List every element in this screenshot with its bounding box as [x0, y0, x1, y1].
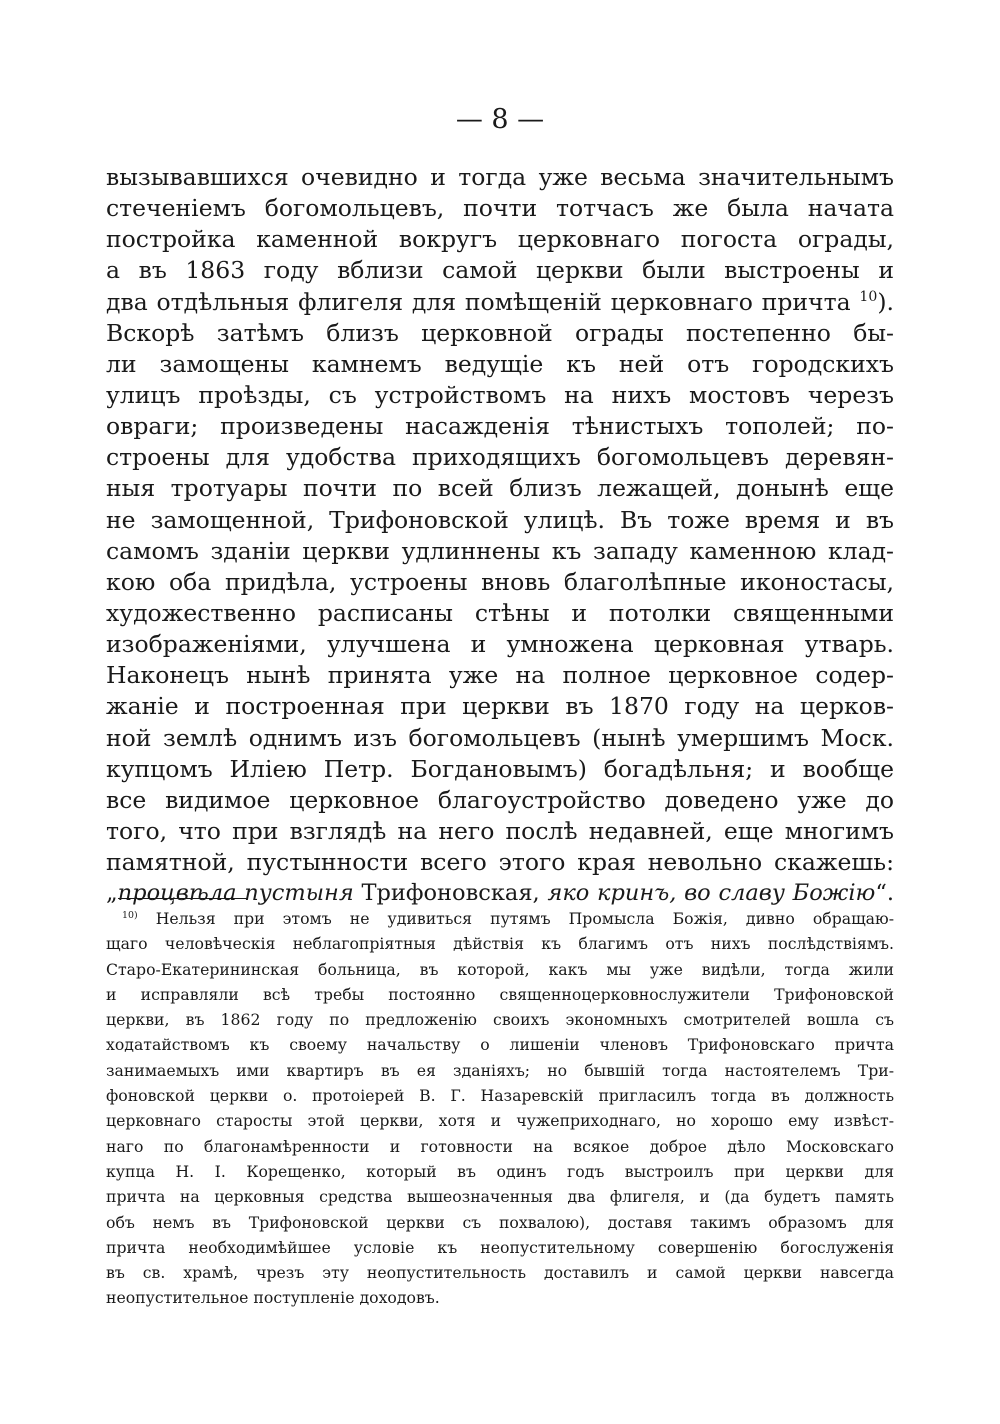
footnote-line: ходатайствомъ къ своему начальству о лишеніи членовъ Трифоновскаго причта [106, 1035, 894, 1055]
footnote-reference-close: ). [877, 287, 894, 316]
text-line: ныя тротуары почти по всей близъ лежащей, донынѣ еще [106, 474, 894, 503]
text-line: все видимое церковное благоустройство доведено уже до [106, 785, 894, 814]
quote-italic-1: процвѣла пустыня [117, 880, 354, 907]
closing-quote-line [106, 878, 894, 909]
main-text [106, 162, 894, 909]
text-line: памятной, пустынности всего этого края невольно скажешь: [106, 848, 894, 877]
footnote-line: Старо-Екатерининская больница, въ которой, какъ мы уже видѣли, тогда жили [106, 959, 894, 979]
quote-italic-2: яко кринъ, во славу Божію [547, 880, 876, 907]
text-line: Вскорѣ затѣмъ близъ церковной ограды постепенно бы- [106, 318, 894, 347]
footnote-divider [118, 898, 248, 899]
text-line: овраги; произведены насажденія тѣнистыхъ тополей; по- [106, 412, 894, 441]
quote-plain: Трифоновская, [353, 880, 548, 907]
page-number: — 8 — [455, 104, 545, 135]
footnote-line: щаго человѣческія неблагопріятныя дѣйствія къ благимъ отъ нихъ послѣдствіямъ. [106, 934, 894, 954]
text-line: строены для удобства приходящихъ богомольцевъ деревян- [106, 443, 894, 472]
footnote-line: занимаемыхъ ими квартиръ въ ея зданіяхъ; но бывшій тогда настоятелемъ Три- [106, 1060, 894, 1080]
footnote-line: церкви, въ 1862 году по предложенію своихъ экономныхъ смотрителей вошла съ [106, 1010, 894, 1030]
text-line: того, что при взглядѣ на него послѣ недавней, еще многимъ [106, 816, 894, 845]
footnote-line: фоновской церкви о. протоіерей В. Г. Назаревскій пригласилъ тогда въ должность [106, 1086, 894, 1106]
footnote-line: церковнаго старосты этой церкви, хотя и чужеприходнаго, но хорошо ему извѣст- [106, 1111, 894, 1131]
footnote-marker: 10) [122, 909, 138, 921]
text-line: художественно расписаны стѣны и потолки священными [106, 598, 894, 627]
quote-open: „ [106, 880, 118, 907]
text-line: Наконецъ нынѣ принята уже на полное церковное содер- [106, 661, 894, 690]
footnote [106, 906, 894, 1311]
text-line: два отдѣльныя флигеля для помѣщеній церковнаго причта [106, 287, 851, 316]
footnote-line: въ св. храмѣ, чрезъ эту неопустительность доставилъ и самой церкви навсегда [106, 1263, 894, 1283]
text-line: кою оба придѣла, устроены вновь благолѣпные иконостасы, [106, 567, 894, 596]
text-line: изображеніями, улучшена и умножена церковная утварь. [106, 630, 894, 659]
text-line: не замощенной, Трифоновской улицѣ. Въ тоже время и въ [106, 505, 894, 534]
footnote-line: объ немъ въ Трифоновской церкви съ похвалою), доставя такимъ образомъ для [106, 1212, 894, 1232]
text-line: стеченіемъ богомольцевъ, почти тотчасъ же была начата [106, 194, 894, 223]
footnote-line [106, 906, 894, 931]
text-line: ли замощены камнемъ ведущіе къ ней отъ городскихъ [106, 349, 894, 378]
text-line: самомъ зданіи церкви удлиннены къ западу каменною клад- [106, 536, 894, 565]
text-line-with-footnote-ref [106, 287, 894, 318]
text-line: а въ 1863 году вблизи самой церкви были выстроены и [106, 256, 894, 285]
footnote-line-text: Нельзя при этомъ не удивиться путямъ Промысла Божія, дивно обращаю- [155, 909, 894, 928]
footnote-line: и исправляли всѣ требы постоянно священноцерковнослужители Трифоновской [106, 984, 894, 1004]
footnote-line: купца Н. І. Корещенко, который въ одинъ годъ выстроилъ при церкви для [106, 1161, 894, 1181]
footnote-line: неопустительное поступленіе доходовъ. [106, 1288, 440, 1308]
text-line: ной землѣ однимъ изъ богомольцевъ (нынѣ умершимъ Моск. [106, 723, 894, 752]
text-line: жаніе и построенная при церкви въ 1870 году на церков- [106, 692, 894, 721]
footnote-reference[interactable]: 10 [859, 288, 878, 305]
quote-close: “. [875, 880, 894, 907]
footnote-line: причта необходимѣйшее условіе къ неопустительному совершенію богослуженія [106, 1237, 894, 1257]
text-line: улицъ проѣзды, съ устройствомъ на нихъ мостовъ черезъ [106, 380, 894, 409]
text-line: купцомъ Иліею Петр. Богдановымъ) богадѣльня; и вообще [106, 754, 894, 783]
text-line: постройка каменной вокругъ церковнаго погоста ограды, [106, 225, 894, 254]
footnote-line: причта на церковныя средства вышеозначенныя два флигеля, и (да будетъ память [106, 1187, 894, 1207]
footnote-line: наго по благонамѣренности и готовности на всякое доброе дѣло Московскаго [106, 1136, 894, 1156]
text-line: вызывавшихся очевидно и тогда уже весьма значительнымъ [106, 163, 894, 191]
